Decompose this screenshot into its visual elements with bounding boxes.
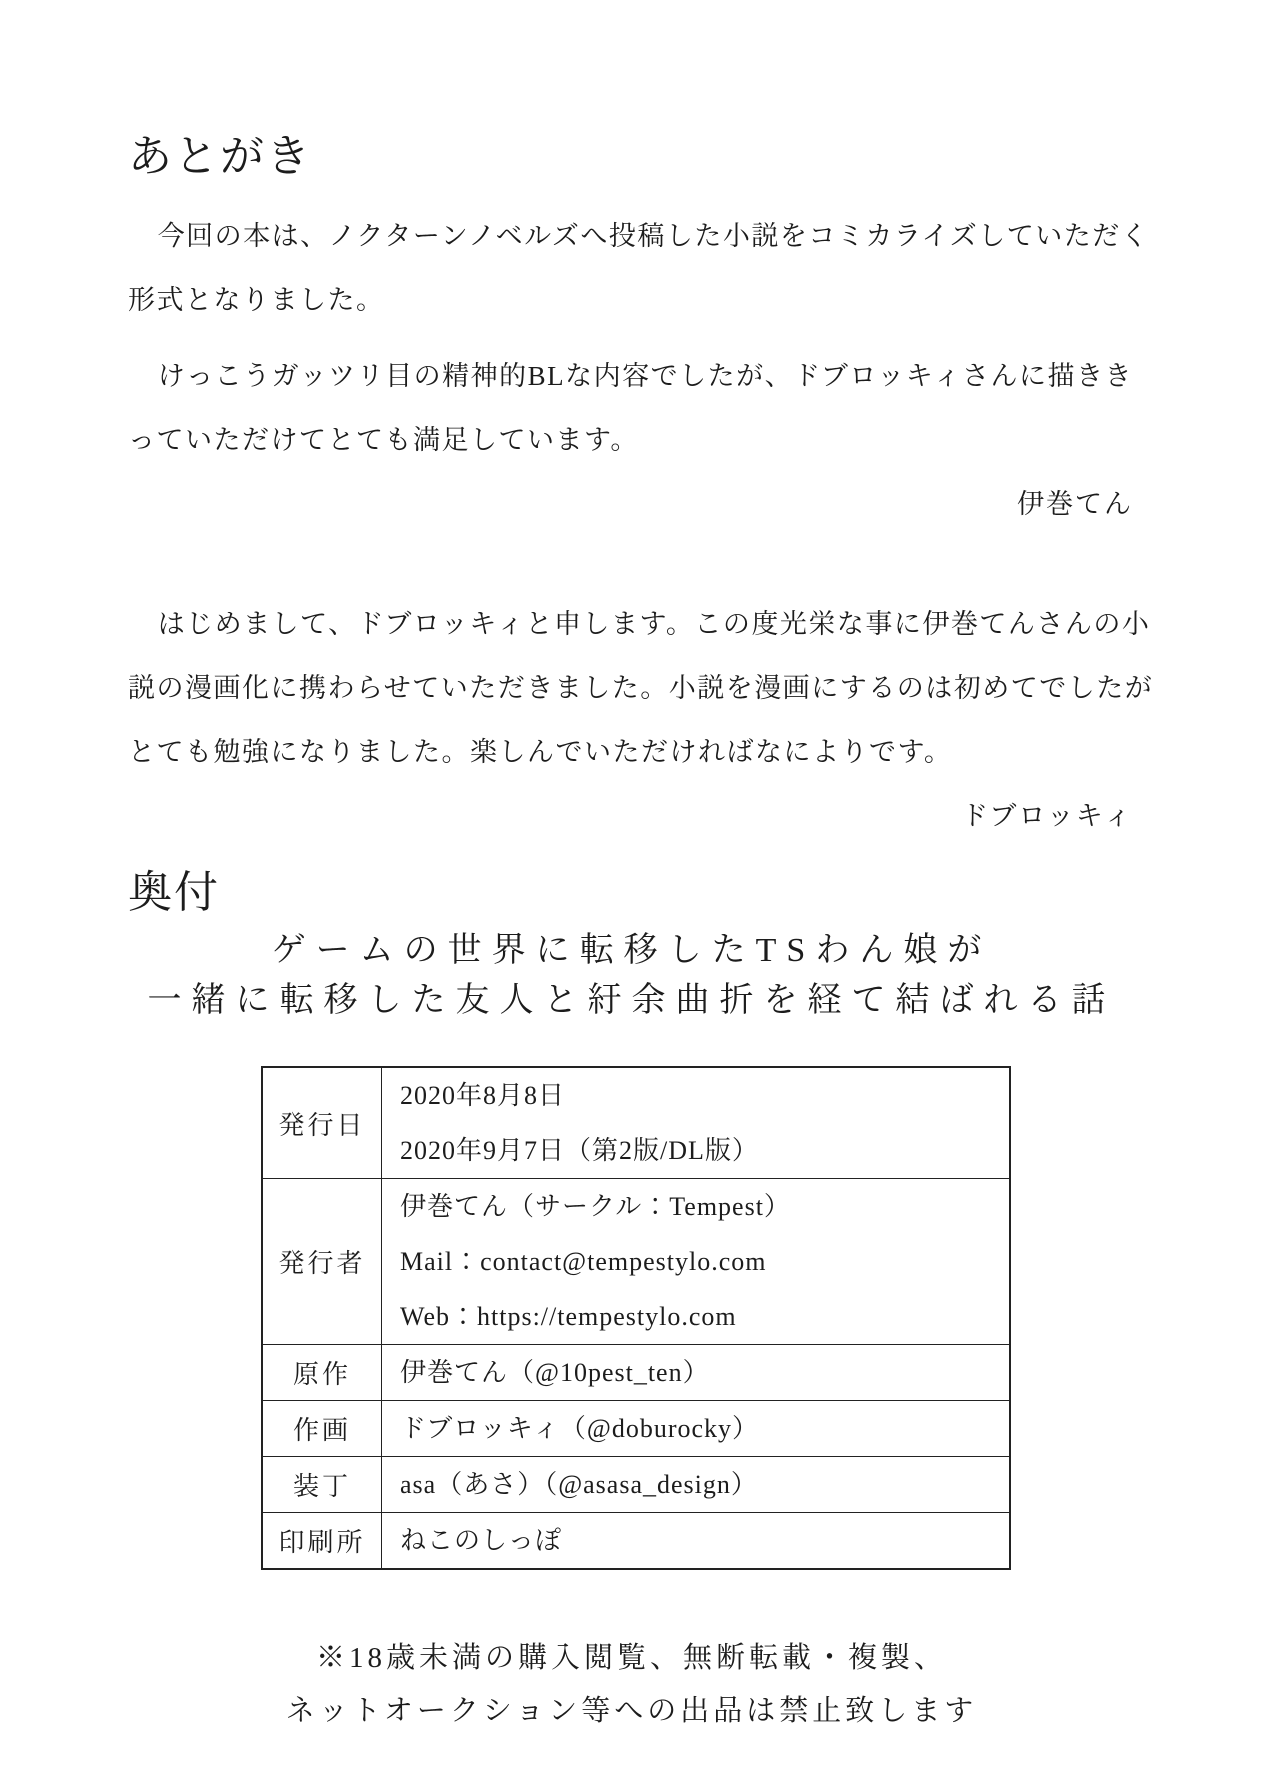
age-restriction-notice	[128, 1632, 1135, 1738]
row-value	[382, 1457, 1011, 1513]
text-line: 今回の本は、ノクターンノベルズへ投稿した小説をコミカライズしていただく	[157, 221, 1150, 251]
text-line: はじめまして、ドブロッキィと申します。この度光栄な事に伊巻てんさんの小	[157, 609, 1151, 639]
row-label: 作画	[262, 1401, 382, 1457]
colophon-heading: 奥付	[128, 868, 220, 917]
cell-line: 伊巻てん（@10pest_ten）	[400, 1358, 710, 1387]
book-title-line-1: ゲームの世界に転移したTSわん娘が	[271, 932, 992, 969]
author-signature: 伊巻てん	[1017, 489, 1133, 519]
text-line: 説の漫画化に携わらせていただきました。小説を漫画にするのは初めてでしたが	[128, 673, 1154, 703]
row-label: 原作	[262, 1345, 382, 1401]
artist-signature: ドブロッキィ	[961, 801, 1133, 831]
cell-line: Mail：contact@tempestylo.com	[400, 1247, 767, 1276]
row-value	[382, 1179, 1011, 1345]
table-row-original-author	[262, 1345, 1010, 1401]
row-label: 装丁	[262, 1457, 382, 1513]
row-label: 印刷所	[262, 1513, 382, 1570]
text-line: けっこうガッツリ目の精神的BLな内容でしたが、ドブロッキィさんに描きき	[157, 361, 1133, 391]
text-line: とても勉強になりました。楽しんでいただければなによりです。	[128, 737, 953, 767]
row-label: 発行日	[262, 1067, 382, 1179]
cell-line: 伊巻てん（サークル：Tempest）	[400, 1192, 791, 1221]
text-line: っていただけてとても満足しています。	[128, 425, 639, 455]
table-row-printer	[262, 1513, 1010, 1570]
table-row-designer	[262, 1457, 1010, 1513]
book-title-line-2: 一緒に転移した友人と紆余曲折を経て結ばれる話	[147, 982, 1116, 1019]
notice-line-1: ※18歳未満の購入閲覧、無断転載・複製、	[315, 1642, 947, 1674]
row-value	[382, 1345, 1011, 1401]
table-row-publish-date	[262, 1067, 1010, 1179]
row-value	[382, 1513, 1011, 1570]
afterword-paragraph-3	[128, 592, 1154, 784]
afterword-paragraph-2	[128, 344, 1135, 472]
afterword-heading: あとがき	[128, 132, 312, 181]
row-value	[382, 1401, 1011, 1457]
afterword-paragraph-1	[128, 204, 1150, 332]
cell-line: 2020年8月8日	[400, 1081, 566, 1110]
table-row-illustrator	[262, 1401, 1010, 1457]
row-label: 発行者	[262, 1179, 382, 1345]
cell-line: ドブロッキィ（@doburocky）	[400, 1414, 760, 1443]
cell-line: ねこのしっぽ	[400, 1526, 563, 1555]
book-title	[128, 926, 1135, 1026]
row-value	[382, 1067, 1011, 1179]
cell-line: 2020年9月7日（第2版/DL版）	[400, 1136, 759, 1165]
table-row-publisher	[262, 1179, 1010, 1345]
colophon-table	[261, 1066, 1011, 1570]
notice-line-2: ネットオークション等への出品は禁止致します	[285, 1695, 978, 1727]
text-line: 形式となりました。	[128, 285, 385, 315]
cell-line: Web：https://tempestylo.com	[400, 1302, 737, 1331]
cell-line: asa（あさ）（@asasa_design）	[400, 1470, 758, 1499]
